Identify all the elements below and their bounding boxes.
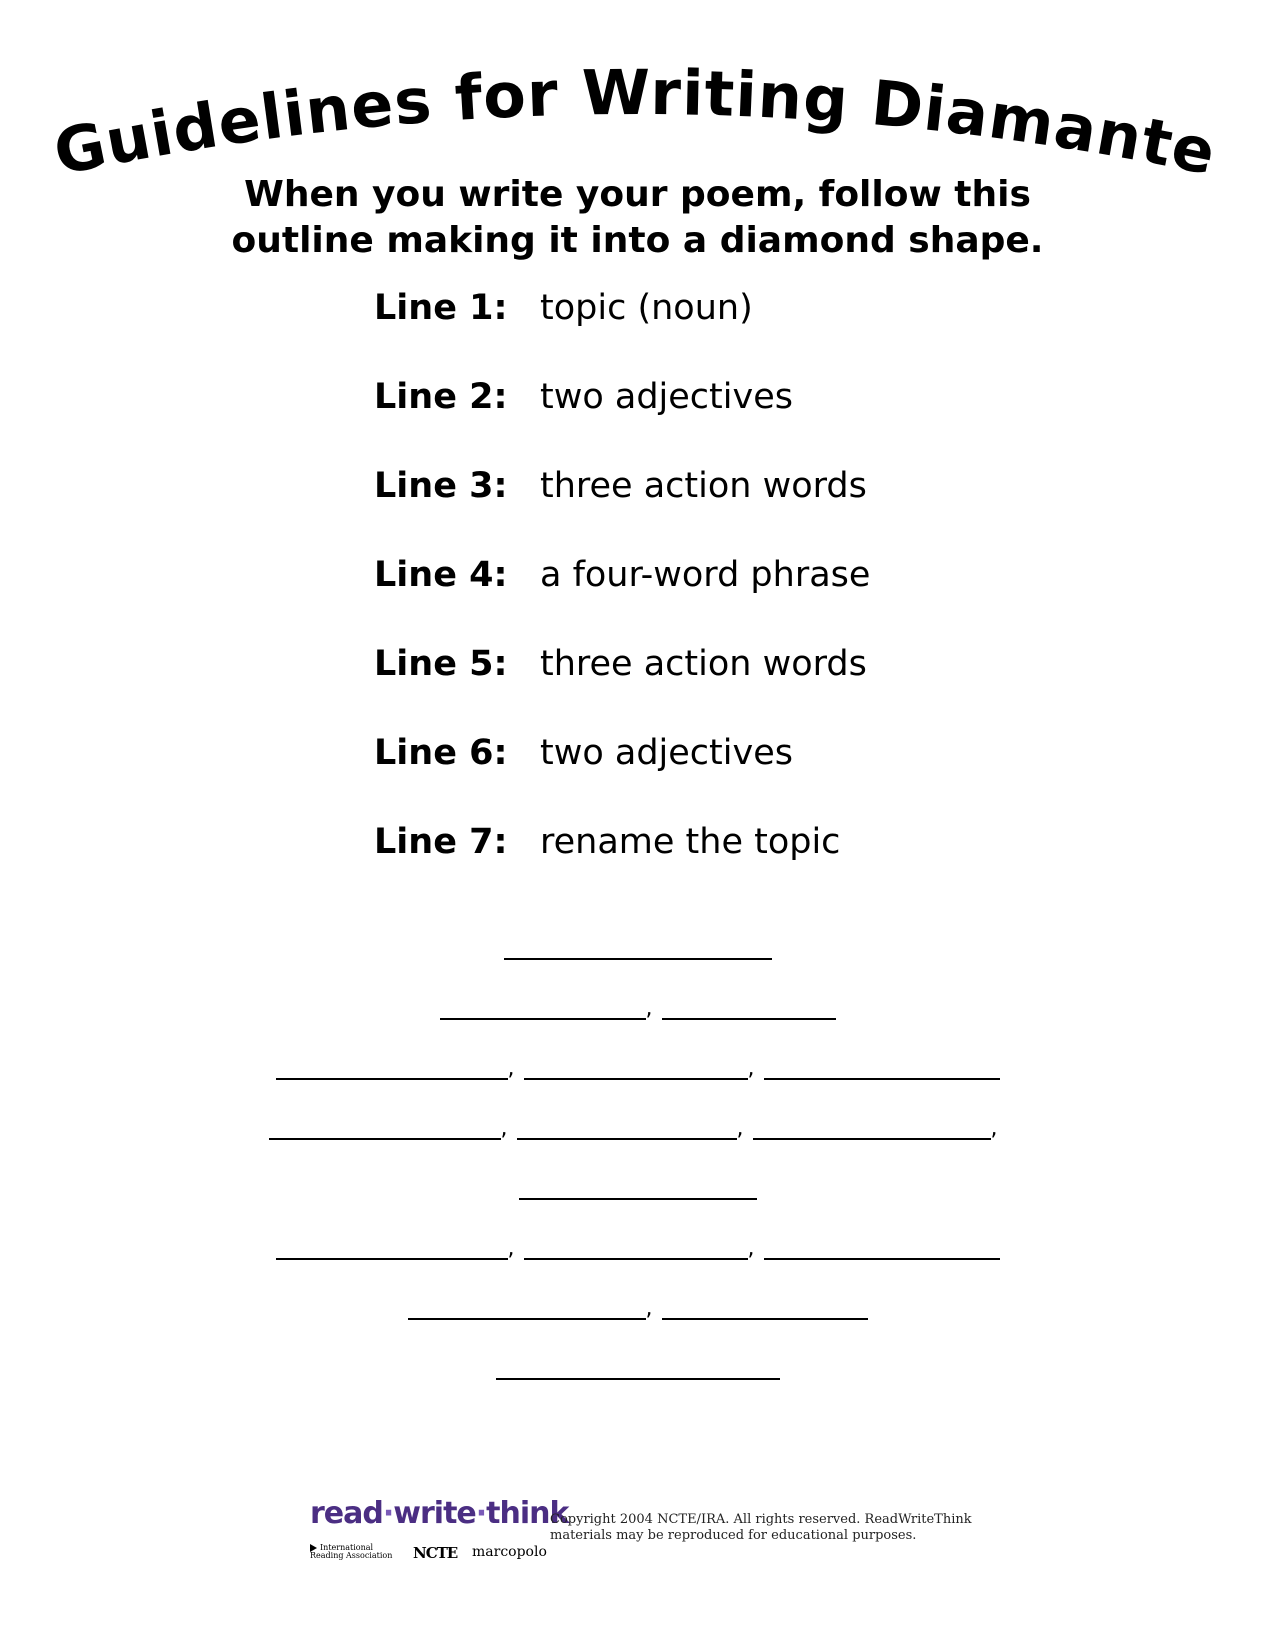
outline-line-description: three action words <box>540 466 867 506</box>
outline-line-label: Line 4: <box>374 555 508 595</box>
blank-line-4 <box>0 1106 1275 1140</box>
ncte-logo: NCTE <box>413 1544 458 1562</box>
comma-separator: , <box>747 1236 755 1261</box>
blank-field[interactable] <box>269 1114 501 1140</box>
blank-field[interactable] <box>276 1054 508 1080</box>
logo-word-think: think <box>486 1496 569 1531</box>
comma-separator: , <box>645 996 653 1021</box>
footer <box>310 1496 1010 1570</box>
comma-separator: , <box>990 1116 998 1141</box>
outline-line-label: Line 1: <box>374 288 508 328</box>
blank-line-6 <box>0 1226 1275 1260</box>
ira-logo: International Reading Association <box>310 1543 393 1560</box>
outline-line-label: Line 3: <box>374 466 508 506</box>
outline-line-description: three action words <box>540 644 867 684</box>
outline-line-description: two adjectives <box>540 377 793 417</box>
readwritethink-logo[interactable] <box>310 1496 569 1570</box>
blank-field[interactable] <box>662 1294 868 1320</box>
instructions-line-1: When you write your poem, follow this <box>244 174 1031 215</box>
blank-field[interactable] <box>517 1114 737 1140</box>
blank-line-5 <box>0 1166 1275 1200</box>
outline-row <box>374 461 867 511</box>
outline-line-label: Line 2: <box>374 377 508 417</box>
blank-field[interactable] <box>408 1294 646 1320</box>
comma-separator: , <box>507 1056 515 1081</box>
blank-field[interactable] <box>753 1114 991 1140</box>
blank-field[interactable] <box>764 1234 1000 1260</box>
blank-line-2 <box>0 986 1275 1020</box>
blank-field[interactable] <box>440 994 646 1020</box>
outline-line-description: a four-word phrase <box>540 555 871 595</box>
blank-field[interactable] <box>496 1354 780 1380</box>
copyright-line-2: materials may be reproduced for educational purposes. <box>550 1528 917 1543</box>
outline-line-label: Line 6: <box>374 733 508 773</box>
blank-field[interactable] <box>524 1054 748 1080</box>
logo-separator: · <box>475 1496 487 1531</box>
blank-line-7 <box>0 1286 1275 1320</box>
blank-field[interactable] <box>519 1174 757 1200</box>
blank-field[interactable] <box>524 1234 748 1260</box>
copyright-line-1: Copyright 2004 NCTE/IRA. All rights reserved. ReadWriteThink <box>550 1512 972 1527</box>
logo-word-write: write <box>393 1496 476 1531</box>
blank-line-3 <box>0 1046 1275 1080</box>
outline-row <box>374 639 867 689</box>
outline-line-description: two adjectives <box>540 733 793 773</box>
comma-separator: , <box>645 1296 653 1321</box>
blank-field[interactable] <box>276 1234 508 1260</box>
blank-line-1 <box>0 926 1275 960</box>
copyright-notice <box>550 1512 980 1544</box>
instructions <box>0 172 1275 264</box>
logo-word-read: read <box>310 1496 383 1531</box>
outline-line-description: rename the topic <box>540 822 841 862</box>
logo-wordmark <box>310 1496 568 1531</box>
outline-row <box>374 372 793 422</box>
comma-separator: , <box>747 1056 755 1081</box>
comma-separator: , <box>507 1236 515 1261</box>
svg-text:Guidelines for Writing Diamant <box>48 60 1222 190</box>
blank-line-8 <box>0 1346 1275 1380</box>
outline-row <box>374 550 870 600</box>
comma-separator: , <box>500 1116 508 1141</box>
outline-line-label: Line 5: <box>374 644 508 684</box>
outline-line-description: topic (noun) <box>540 288 753 328</box>
instructions-line-2: outline making it into a diamond shape. <box>231 220 1044 261</box>
title-text: Guidelines for Writing Diamante <box>47 60 1223 190</box>
comma-separator: , <box>736 1116 744 1141</box>
blank-field[interactable] <box>764 1054 1000 1080</box>
outline-row <box>374 728 793 778</box>
outline-row <box>374 817 840 867</box>
outline-line-label: Line 7: <box>374 822 508 862</box>
marcopolo-logo: marcopolo <box>472 1544 547 1560</box>
blank-field[interactable] <box>662 994 836 1020</box>
blank-field[interactable] <box>504 934 772 960</box>
logo-separator: · <box>382 1496 394 1531</box>
outline-row <box>374 283 753 333</box>
